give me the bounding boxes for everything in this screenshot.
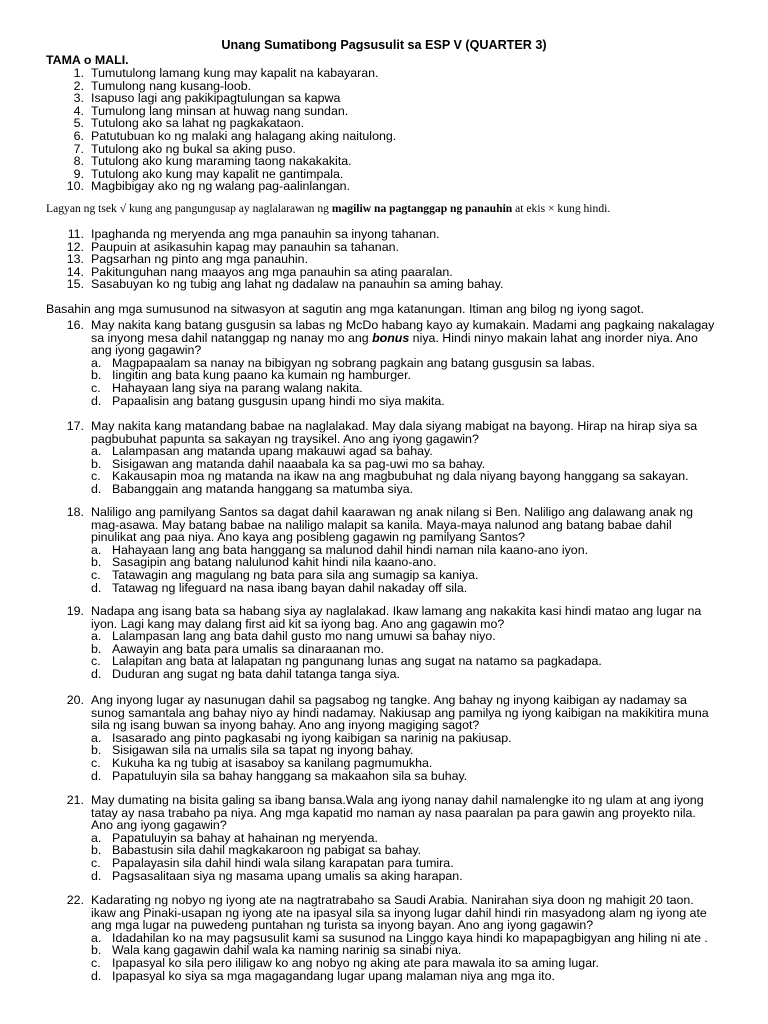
list-item [0, 278, 731, 291]
item-number: 10. [66, 179, 84, 194]
question-stem [0, 894, 731, 932]
question-16 [0, 319, 732, 407]
choice-letter: a. [91, 730, 102, 745]
choice-text: Babanggain ang matanda hanggang sa matumba siya. [112, 481, 414, 496]
part2-list [0, 228, 731, 291]
choice-text: Sisigawan sila na umalis sila sa tapat ng inyong bahay. [112, 743, 414, 758]
item-number: 1. [73, 66, 84, 80]
choice-letter: c. [91, 955, 101, 970]
question-19 [0, 605, 732, 681]
question-stem [0, 794, 731, 832]
choice-letter: d. [91, 393, 102, 408]
stem-line: niya. Hindi ninyo makain lahat ang inorder niya. Ano [409, 330, 698, 345]
part2-instruction [46, 203, 610, 216]
choice-letter: d. [91, 768, 102, 783]
choice-letter: c. [91, 567, 101, 582]
choice-letter: d. [91, 481, 102, 496]
choice-text: Lalampasan ang matanda upang makauwi agad sa bahay. [112, 444, 433, 459]
instruction-bold-text: magiliw na pagtanggap ng panauhin [331, 202, 513, 215]
stem-line: pinulikat ang paa niya. Ano kaya ang posibleng gagawin ng pamilyang Santos? [91, 530, 525, 545]
choice-text: Kakausapin moa ng matanda na ikaw na ang magbubuhat ng dala niyang bayong hanggang sa sakayan. [112, 469, 689, 484]
choice-text: Magpapaalam sa nanay na bibigyan ng sobrang pagkain ang batang gusgusin sa labas. [112, 355, 595, 370]
stem-line: sa inyong mesa dahil natanggap ng nanay mo ang [91, 330, 373, 345]
item-number: 9. [73, 166, 84, 181]
stem-line: May nakita kang batang gusgusin sa labas ng McDo habang kayo ay kumakain. Madami ang pagkaing nakalagay [91, 318, 715, 332]
choice-text: Papatuluyin sa bahay at hahainan ng meryenda. [112, 830, 378, 845]
part3-instruction: Basahin ang mga sumusunod na sitwasyon at sagutin ang mga katanungan. Itiman ang bilog ng iyong sagot. [46, 302, 644, 316]
choice-letter: b. [91, 555, 102, 570]
choice-letter: c. [91, 380, 101, 395]
choice-letter: b. [91, 368, 102, 383]
question-number: 22. [66, 893, 84, 907]
choice-text: Sasagipin ang batang nalulunod kahit hindi nila kaano-ano. [112, 555, 437, 570]
stem-line: ang iyong gagawin? [91, 343, 202, 358]
choice-letter: b. [91, 843, 102, 858]
stem-line: Kadarating ng nobyo ng iyong ate na nagtratrabaho sa Saudi Arabia. Nanirahan siya doon ng mahigit 20 taon. [91, 893, 694, 907]
item-text: Pakitunguhan nang maayos ang mga panauhin sa ating paaralan. [91, 264, 453, 279]
choice-letter: c. [91, 855, 101, 870]
item-text: Magbibigay ako ng ng walang pag-aalinlangan. [91, 179, 351, 194]
question-21 [0, 794, 732, 882]
choice-letter: c. [91, 469, 101, 484]
choice-text: Papatuluyin sila sa bahay hanggang sa makaahon sila sa buhay. [112, 768, 468, 783]
choice-letter: a. [91, 355, 102, 370]
item-text: Paupuin at asikasuhin kapag may panauhin sa tahanan. [91, 239, 399, 254]
choice-letter: d. [91, 666, 102, 681]
item-text: Ipaghanda ng meryenda ang mga panauhin sa inyong tahanan. [91, 227, 440, 241]
choice-text: Sisigawan ang matanda dahil naaabala ka sa pag-uwi mo sa bahay. [112, 456, 486, 471]
list-item [0, 180, 731, 193]
instruction-text: Lagyan ng tsek √ kung ang pangungusap ay naglalarawan ng [46, 202, 332, 215]
item-text: Isapuso lagi ang pakikipagtulungan sa kapwa [91, 91, 341, 106]
choice-letter: b. [91, 456, 102, 471]
item-text: Tutulong ako kung may kapalit ne gantimpala. [91, 166, 344, 181]
choice-letter: b. [91, 943, 102, 958]
stem-line: May dumating na bisita galing sa ibang bansa.Wala ang iyong nanay dahil namalengke ito ng ulam at ang iyong [91, 793, 704, 807]
choice-letter: d. [91, 580, 102, 595]
stem-line: iyon. Lagi kang may dalang first aid kit sa iyong bag. Ano ang gagawin mo? [91, 616, 505, 631]
page-title: Unang Sumatibong Pagsusulit sa ESP V (QUARTER 3) [221, 38, 547, 52]
answer-choice[interactable] [0, 970, 732, 983]
stem-line: tatay ay nasa trabaho pa niya. Ang mga kapatid mo naman ay nasa paaralan pa para gawin ang proyekto nila. [91, 805, 696, 820]
question-17 [0, 420, 732, 496]
answer-choice[interactable] [0, 369, 732, 382]
stem-line: Nadapa ang isang bata sa habang siya ay naglalakad. Ikaw lamang ang nakakita kasi hindi matao ang lugar na [91, 604, 702, 618]
item-text: Pagsarhan ng pinto ang mga panauhin. [91, 252, 309, 267]
stem-line: ikaw ang Pinaki-usapan ng iyong ate na ipasyal sila sa inyong lugar dahil hindi rin masyadong alam ng iyong ate [91, 905, 707, 920]
question-stem [0, 694, 731, 732]
answer-choice[interactable] [0, 483, 732, 496]
choice-text: Ipapasyal ko sila pero ililigaw ko ang nobyo ng aking ate para mawala ito sa aming lugar. [112, 955, 599, 970]
choice-text: Aawayin ang bata para umalis sa dinaraanan mo. [112, 641, 385, 656]
choice-text: Papalayasin sila dahil hindi wala silang karapatan para tumira. [112, 855, 454, 870]
choice-letter: b. [91, 641, 102, 656]
question-number: 21. [66, 793, 84, 807]
instruction-text-end: at ekis × kung hindi. [512, 202, 611, 215]
item-text: Tumulong nang kusang-loob. [91, 78, 252, 93]
item-number: 2. [73, 78, 84, 93]
choice-letter: d. [91, 868, 102, 883]
item-number: 13. [66, 252, 84, 267]
item-number: 6. [73, 128, 84, 143]
item-text: Tutulong ako sa lahat ng pagkakataon. [91, 116, 305, 131]
choice-text: Hahayaan lang siya na parang walang nakita. [112, 380, 363, 395]
item-number: 5. [73, 116, 84, 131]
answer-choice[interactable] [0, 395, 732, 408]
stem-line: mag-asawa. May batang babae na naliligo malapit sa kanila. Maya-maya nalunod ang batang babae dahil [91, 517, 672, 532]
answer-choice[interactable] [0, 582, 732, 595]
item-number: 12. [66, 239, 84, 254]
answer-choice[interactable] [0, 770, 732, 783]
stem-line: sunog samantala ang bahay niyo ay hindi nadamay. Nakiusap ang pamilya ng iyong kaibigan na makikitira muna [91, 705, 709, 720]
choice-text: Kukuha ka ng tubig at isasaboy sa kanilang pagmumukha. [112, 755, 433, 770]
answer-choice[interactable] [0, 870, 732, 883]
choice-text: Tatawag ng lifeguard na nasa ibang bayan dahil nakaday off sila. [112, 580, 468, 595]
question-stem [0, 506, 731, 544]
question-stem [0, 319, 731, 357]
question-22 [0, 894, 732, 982]
item-number: 15. [66, 277, 84, 292]
stem-line: pagbubuhat papunta sa sakayan ng traysikel. Ano ang iyong gagawin? [91, 431, 479, 446]
item-text: Tutulong ako ng bukal sa aking puso. [91, 141, 296, 156]
choice-letter: d. [91, 968, 102, 983]
item-number: 7. [73, 141, 84, 156]
item-text: Sasabuyan ko ng tubig ang lahat ng dadalaw na panauhin sa aming bahay. [91, 277, 504, 292]
answer-choice[interactable] [0, 668, 732, 681]
question-number: 16. [66, 318, 84, 332]
item-number: 3. [73, 91, 84, 106]
choice-text: Wala kang gagawin dahil wala ka naming narinig sa sinabi niya. [112, 943, 462, 958]
stem-emphasis: bonus [372, 330, 410, 345]
question-number: 19. [66, 604, 84, 618]
choice-text: Lalapitan ang bata at lalapatan ng pangunang lunas ang sugat na natamo sa pagkadapa. [112, 654, 602, 669]
question-number: 20. [66, 693, 84, 707]
question-number: 18. [66, 505, 84, 519]
stem-line: Ang inyong lugar ay nasunugan dahil sa pagsabog ng tangke. Ang bahay ng inyong kaibigan ay nadamay sa [91, 693, 687, 707]
choice-letter: c. [91, 654, 101, 669]
stem-line: Naliligo ang pamilyang Santos sa dagat dahil kaarawan ng anak nilang si Ben. Naliligo ang dalawang anak ng [91, 505, 694, 519]
question-number: 17. [66, 419, 84, 433]
choice-text: Tatawagin ang magulang ng bata para sila ang sumagip sa kaniya. [112, 567, 479, 582]
question-stem [0, 605, 731, 630]
choice-letter: a. [91, 444, 102, 459]
stem-line: Ano ang iyong gagawin? [91, 818, 227, 833]
item-text: Tutulong ako kung maraming taong nakakakita. [91, 154, 352, 169]
choice-text: Ipapasyal ko siya sa mga magagandang lugar upang malaman niya ang mga ito. [112, 968, 555, 983]
stem-line: ang mga lugar na puwedeng puntahan ng turista sa inyong bayan. Ano ang iyong gagawin? [91, 918, 594, 933]
stem-line: May nakita kang matandang babae na naglalakad. May dala siyang mabigat na bayong. Hirap na hirap siya sa [91, 419, 698, 433]
choice-letter: c. [91, 755, 101, 770]
question-20 [0, 694, 732, 782]
item-number: 14. [66, 264, 84, 279]
choice-text: Iingitin ang bata kung paano ka kumain ng hamburger. [112, 368, 411, 383]
choice-letter: a. [91, 542, 102, 557]
choice-text: Babastusin sila dahil magkakaroon ng pabigat sa bahay. [112, 843, 422, 858]
part1-heading: TAMA o MALI. [46, 53, 129, 67]
choice-text: Isasarado ang pinto pagkasabi ng iyong kaibigan sa narinig na pakiusap. [112, 730, 512, 745]
choice-letter: b. [91, 743, 102, 758]
choice-list [0, 357, 732, 407]
item-number: 11. [67, 227, 84, 241]
choice-text: Idadahilan ko na may pagsusulit kami sa susunod na Linggo kaya hindi ko mapapagbigyan ang hiling ni ate . [112, 930, 708, 945]
item-text: Tumutulong lamang kung may kapalit na kabayaran. [91, 66, 379, 80]
choice-letter: a. [91, 629, 102, 644]
choice-text: Duduran ang sugat ng bata dahil tatanga tanga siya. [112, 666, 400, 681]
part1-list [0, 67, 731, 193]
question-18 [0, 506, 732, 594]
choice-letter: a. [91, 830, 102, 845]
choice-text: Pagsasalitaan siya ng masama upang umalis sa aking harapan. [112, 868, 463, 883]
choice-text: Papaalisin ang batang gusgusin upang hindi mo siya makita. [112, 393, 445, 408]
item-text: Patutubuan ko ng malaki ang halagang aking naitulong. [91, 128, 397, 143]
choice-text: Lalampasan lang ang bata dahil gusto mo nang umuwi sa bahay niyo. [112, 629, 496, 644]
choice-letter: a. [91, 930, 102, 945]
item-number: 4. [73, 103, 84, 118]
item-text: Tumulong lang minsan at huwag nang sundan. [91, 103, 349, 118]
question-stem [0, 420, 731, 445]
choice-text: Hahayaan lang ang bata hanggang sa malunod dahil hindi naman nila kaano-ano iyon. [112, 542, 589, 557]
stem-line: sila ng isang buwan sa inyong bahay. Ano ang inyong magiging sagot? [91, 718, 480, 733]
item-number: 8. [73, 154, 84, 169]
